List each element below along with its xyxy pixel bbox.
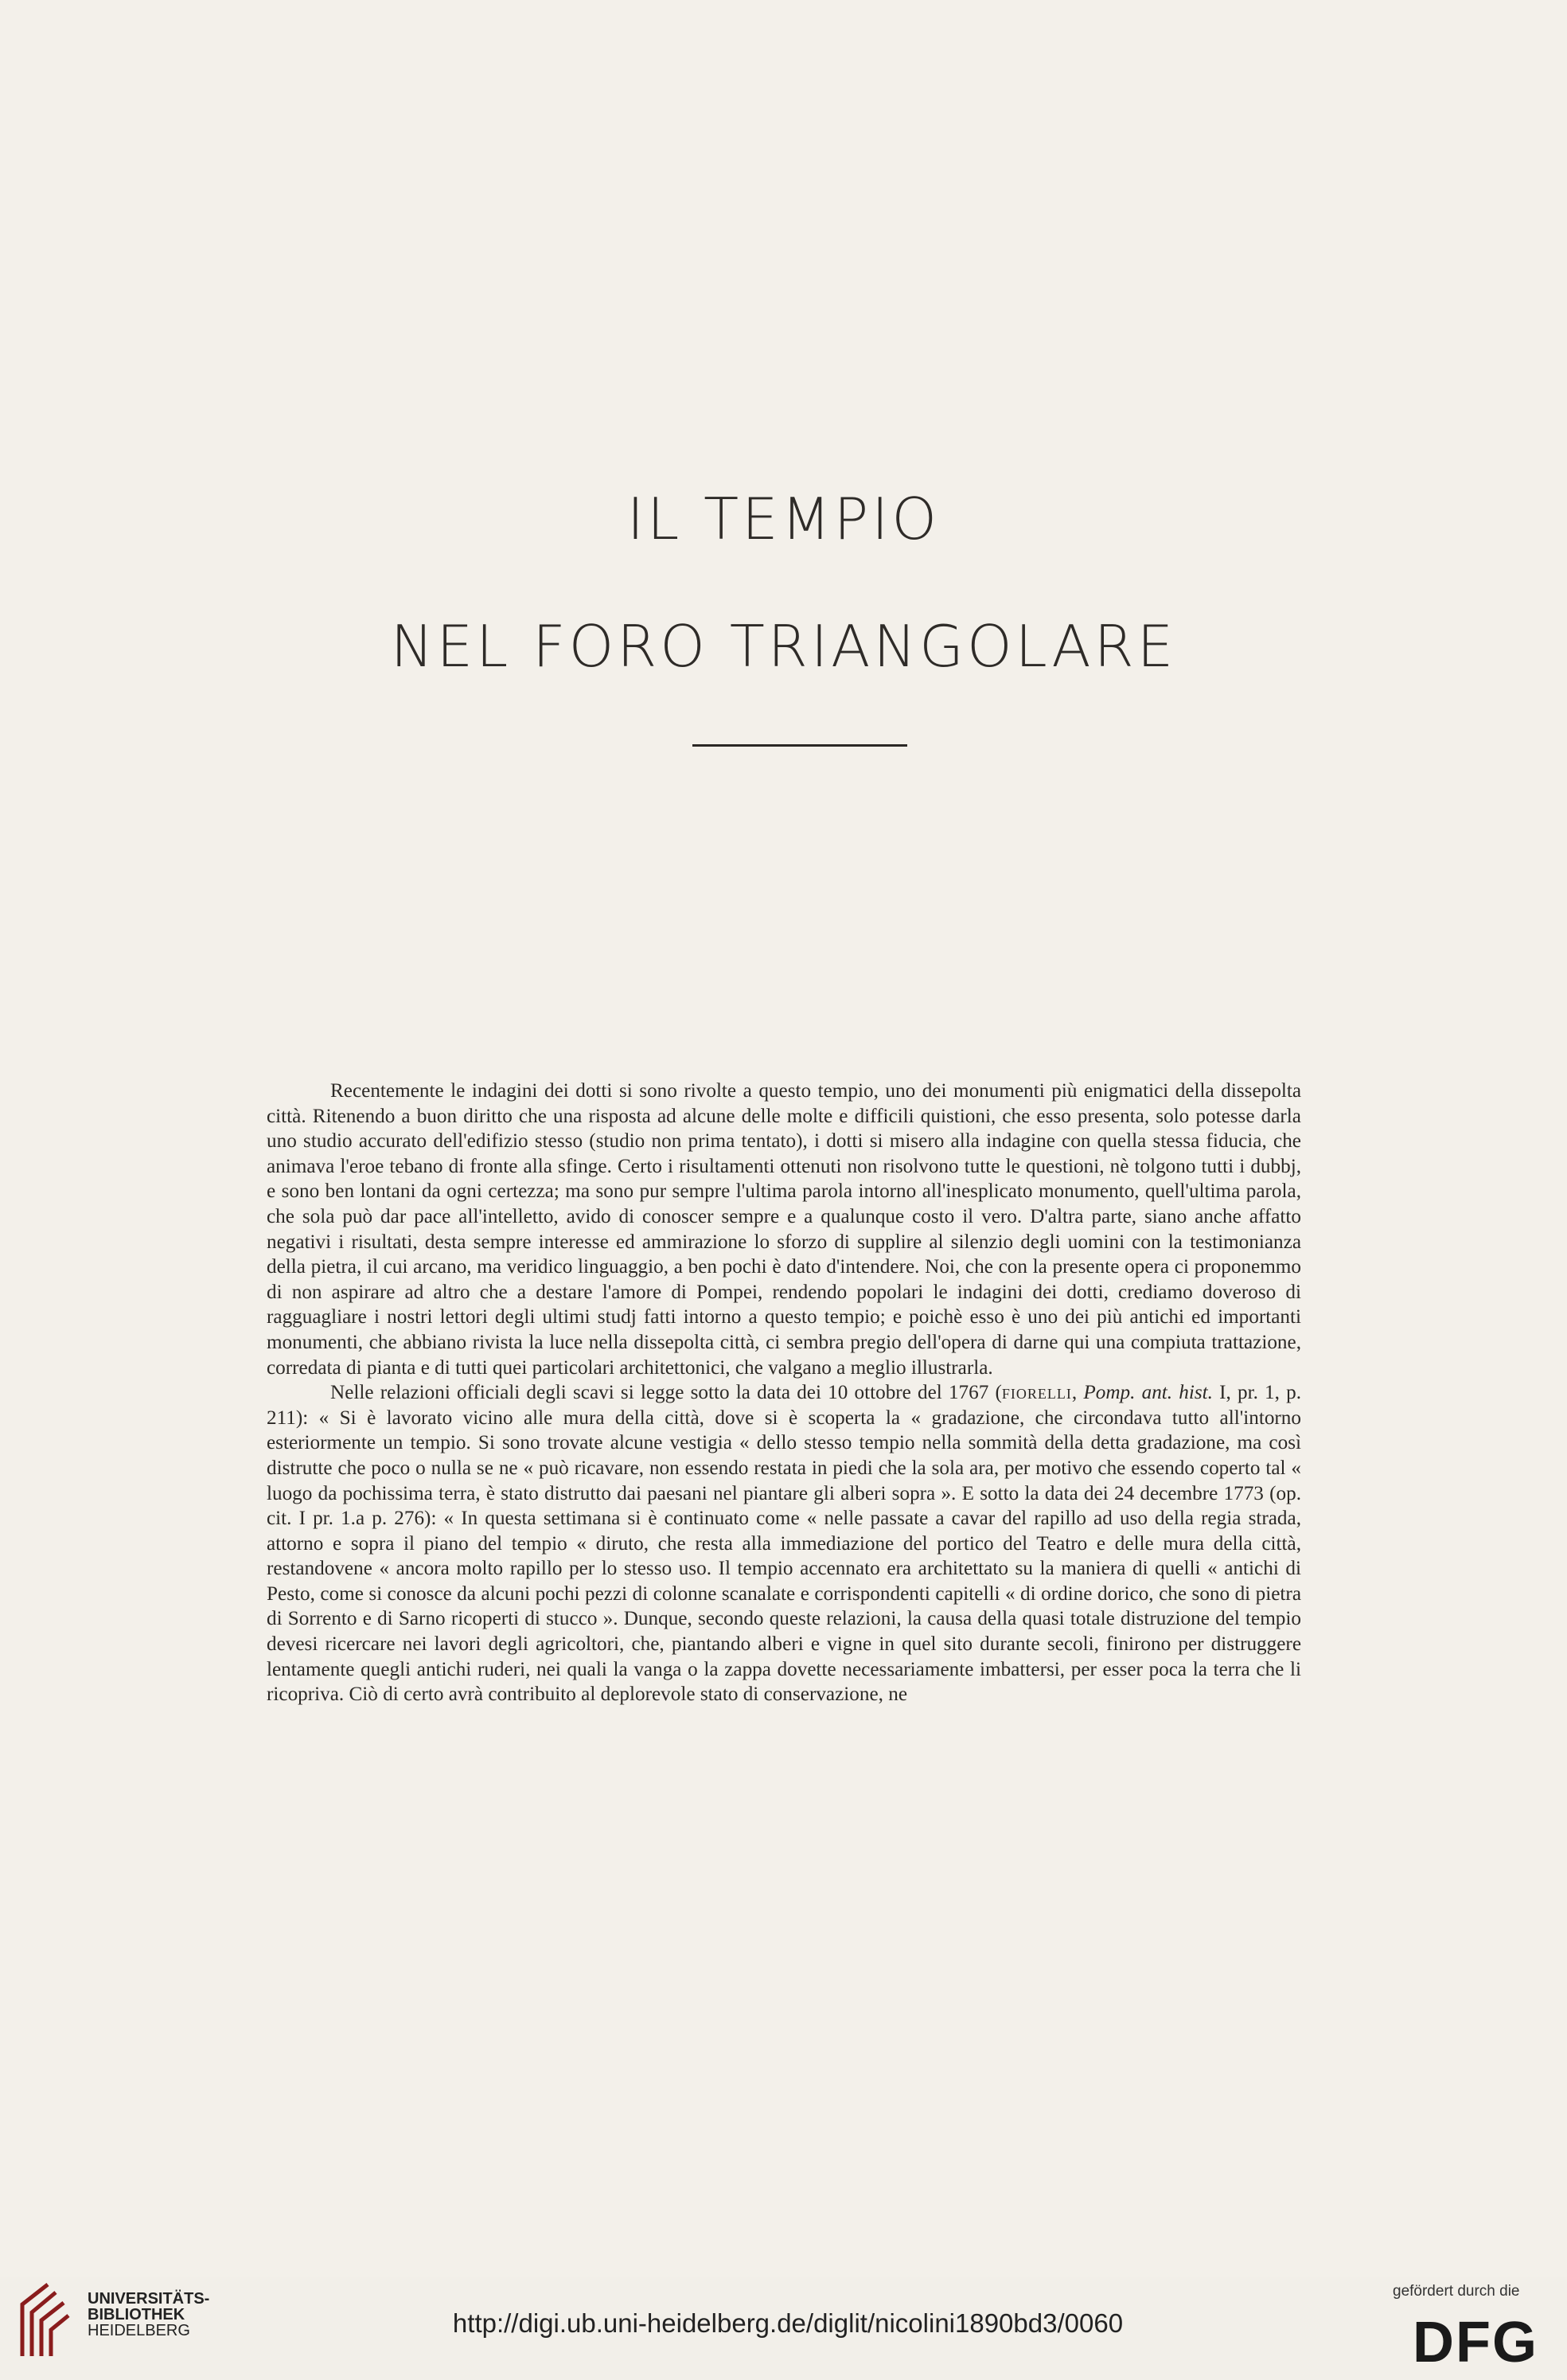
dfg-logo-icon — [1413, 2312, 1548, 2368]
text-segment: Recentemente le indagini dei dotti si sono rivolte a questo tempio, uno dei monumenti più enigmatici della dissepolta città. Ritenendo a buon diritto che una risposta ad alcune delle molte e difficili quistioni, che esso presenta, solo potesse darla uno studio accurato dell'edifizio stesso (studio non prima tentato), i dotti si misero alla indagine con quella stessa fiducia, che animava l'eroe tebano di fronte alla sfinge. Certo i risultamenti ottenuti non risolvono tutte le questioni, nè tolgono tutti i dubbj, e sono ben lontani da ogni certezza; ma sono pur sempre l'ultima parola intorno all'inesplicato monumento, quell'ultima parola, che sola può dar pace all'intelletto, avido di conoscer sempre e a qualunque costo il vero. D'altra parte, siano anche affatto negativi i risultati, desta sempre interesse ed ammirazione lo sforzo di supplire al silenzio degli uomini con la testimonianza della pietra, il cui arcano, ma veridico linguaggio, a ben pochi è dato d'intendere. Noi, che con la presente opera ci proponemmo di non aspirare ad altro che a destare l'amore di Pompei, rendendo popolari le indagini dei dotti, crediamo doveroso di ragguagliare i nostri lettori degli ultimi studj fatti intorno a questo tempio; e poichè esso è uno dei più antichi ed importanti monumenti, che abbiano rivista la luce nella dissepolta città, ci sembra pregio dell'opera di darne qui una compiuta trattazione, corredata di pianta e di tutti quei particolari architettonici, che valgano a meglio illustrarla. — [267, 1080, 1301, 1379]
title-divider — [692, 744, 907, 747]
paragraph — [267, 1380, 1301, 1707]
text-segment: Nelle relazioni officiali degli scavi si legge sotto la data dei 10 ottobre del 1767 ( — [330, 1382, 1002, 1404]
library-name-line-3: HEIDELBERG — [88, 2322, 190, 2339]
title-line-1: IL TEMPIO — [626, 486, 941, 552]
text-segment: fiorelli — [1001, 1382, 1072, 1404]
text-segment: I, pr. 1, p. 211): « Si è lavorato vicino alle mura della città, dove si è scoperta la « gradazione, che circondava tutto all'intorno esteriormente un tempio. Si sono trovate alcune vestigia « dello stesso tempio nella sommità della detta gradazione, ma così distrutte che poco o nulla se ne « può ricavare, non essendo restata in piedi che la sola ara, per motivo che essendo coperto tal « luogo da pochissima terra, è stato distrutto dai paesani nel piantare gli alberi sopra ». E sotto la data dei 24 decembre 1773 (op. cit. I pr. 1.a p. 276): « In questa settimana si è continuato come « nelle passate a cavar del rapillo ad uso della regia strada, attorno e sopra il piano del tempio « diruto, che resta alla immediazione del portico del Teatro e delle mura della città, restandovene « ancora molto rapillo per lo stesso uso. Il tempio accennato era architettato su la maniera di quelli « antichi di Pesto, come si conosce da alcuni pochi pezzi di colonne scanalate e corrispondenti capitelli « di ordine dorico, che sono di pietra di Sorrento e di Sarno ricoperti di stucco ». Dunque, secondo queste relazioni, la causa della quasi totale distruzione del tempio devesi ricercare nei lavori degli agricoltori, che, piantando alberi e vigne in quel sito durante secoli, finirono per distruggere lentamente quegli antichi ruderi, nei quali la vanga o la zappa dovette necessariamente imbattersi, per esser poca la terra che li ricopriva. Ciò di certo avrà contribuito al deplorevole stato di conservazione, ne — [267, 1382, 1301, 1706]
library-name-line-2: BIBLIOTHEK — [88, 2306, 185, 2323]
text-segment: , — [1071, 1382, 1084, 1404]
funding-label: gefördert durch die — [1393, 2283, 1520, 2300]
body-text — [267, 1079, 1301, 1707]
library-name-line-1: UNIVERSITÄTS- — [88, 2290, 210, 2308]
title-line-2: NEL FORO TRIANGOLARE — [390, 613, 1177, 680]
digital-copy-url[interactable]: http://digi.ub.uni-heidelberg.de/diglit/nicolini1890bd3/0060 — [452, 2308, 1124, 2338]
library-name — [88, 2291, 209, 2339]
paragraph — [267, 1079, 1301, 1380]
text-segment: Pomp. ant. hist. — [1083, 1382, 1213, 1404]
dfg-logo-text: DFG — [1413, 2312, 1538, 2368]
ub-heidelberg-logo-icon — [16, 2281, 72, 2364]
